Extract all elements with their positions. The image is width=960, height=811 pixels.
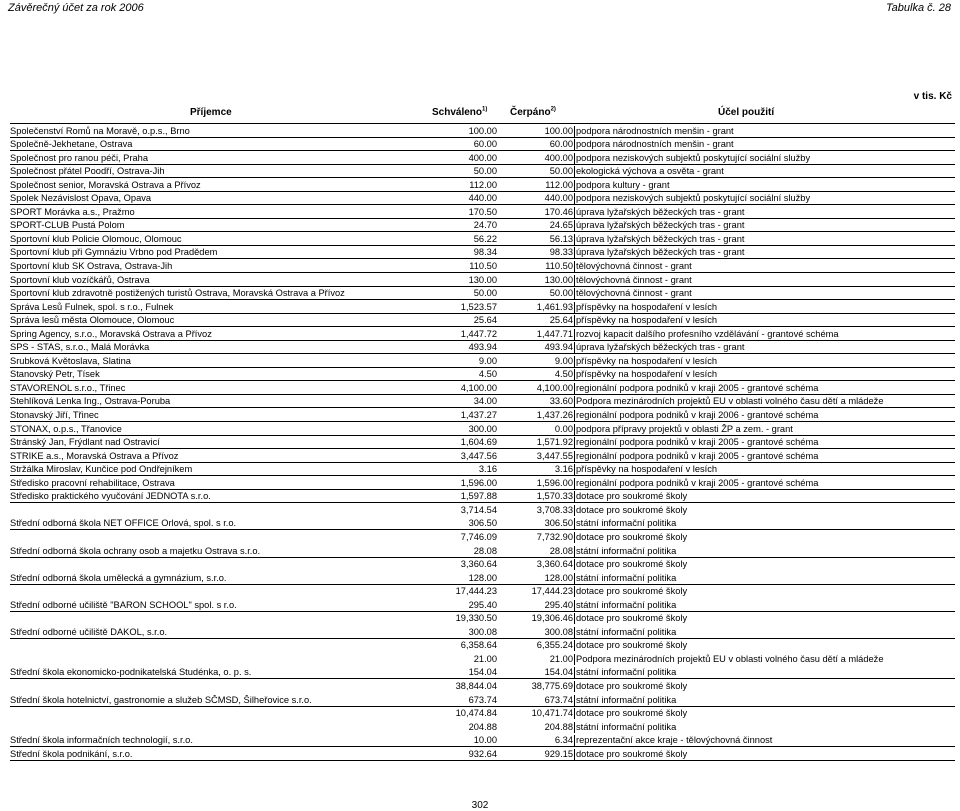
page-number: 302 [471,800,489,811]
approved-amount-cell: 493.94 [468,342,497,353]
table-subrow [10,585,955,599]
purpose-cell: podpora národnostních menšin - grant [574,126,956,137]
approved-amount-cell: 19,330.50 [455,613,497,624]
table-row [10,436,955,450]
drawn-amount-cell: 1,437.26 [536,410,573,421]
purpose-cell: příspěvky na hospodaření v lesích [574,356,956,367]
drawn-amount-cell: 929.15 [544,748,573,759]
purpose-cell: státní informační politika [574,518,956,529]
column-header-row [10,104,955,123]
purpose-cell: úprava lyžařských běžeckých tras - grant [574,234,956,245]
purpose-cell: úprava lyžařských běžeckých tras - grant [574,220,956,231]
purpose-cell: státní informační politika [574,722,956,733]
purpose-cell: státní informační politika [574,573,956,584]
recipient-cell [10,681,440,692]
drawn-amount-cell: 493.94 [544,342,573,353]
purpose-cell: regionální podpora podniků v kraji 2005 - grantové schéma [574,383,956,394]
column-header-cerpano: Čerpáno$^{2)}$ [510,106,556,118]
recipient-cell: Společně-Jekhetane, Ostrava [10,139,133,150]
recipient-cell: Sportovní klub SK Ostrava, Ostrava-Jih [10,261,173,272]
purpose-cell: dotace pro soukromé školy [574,586,956,597]
purpose-cell: reprezentační akce kraje - tělovýchovná činnost [574,735,956,746]
table-row [10,178,955,192]
approved-amount-cell: 38,844.04 [455,680,497,691]
approved-amount-cell: 100.00 [468,125,497,136]
table-row [10,625,955,639]
drawn-amount-cell: 1,461.93 [536,301,573,312]
table-row [10,571,955,585]
table-row [10,747,955,761]
column-header-schvaleno: Schváleno$^{1)}$ [432,106,488,118]
purpose-cell: regionální podpora podniků v kraji 2006 - grantové schéma [574,410,956,421]
recipient-cell [10,708,440,719]
drawn-amount-cell: 1,447.71 [536,328,573,339]
recipient-cell: Správa lesů města Olomouce, Olomouc [10,315,175,326]
approved-amount-cell: 128.00 [468,572,497,583]
approved-amount-cell: 154.04 [468,667,497,678]
table-row [10,544,955,558]
recipient-cell: Spolek Nezávislost Opava, Opava [10,193,152,204]
footnote-2: 2) [550,106,556,113]
drawn-amount-cell: 24.65 [549,220,573,231]
approved-amount-cell: 10,474.84 [455,708,497,719]
drawn-amount-cell: 130.00 [544,274,573,285]
purpose-cell: dotace pro soukromé školy [574,613,956,624]
purpose-cell: státní informační politika [574,627,956,638]
approved-amount-cell: 295.40 [468,599,497,610]
approved-amount-cell: 3.16 [478,464,497,475]
purpose-cell: tělovýchovná činnost - grant [574,288,956,299]
purpose-cell: podpora přípravy projektů v oblasti ŽP a zem. - grant [574,424,956,435]
drawn-amount-cell: 33.60 [549,396,573,407]
table-subrow [10,639,955,653]
table-row [10,368,955,382]
purpose-cell: Podpora mezinárodních projektů EU v oblasti volného času dětí a mládeže [574,396,956,407]
recipient-cell: Sportovní klub Policie Olomouc, Olomouc [10,233,182,244]
recipient-cell: Středisko pracovní rehabilitace, Ostrava [10,477,175,488]
drawn-amount-cell: 21.00 [549,653,573,664]
table-subrow [10,530,955,544]
drawn-amount-cell: 100.00 [544,125,573,136]
drawn-amount-cell: 28.08 [549,545,573,556]
purpose-cell: Podpora mezinárodních projektů EU v oblasti volného času dětí a mládeže [574,654,956,665]
table-row [10,693,955,707]
approved-amount-cell: 400.00 [468,152,497,163]
purpose-cell: regionální podpora podniků v kraji 2005 - grantové schéma [574,451,956,462]
recipient-cell: Sportovní klub při Gymnáziu Vrbno pod Pradědem [10,247,218,258]
recipient-cell: Stržálka Miroslav, Kunčice pod Ondřejníkem [10,464,193,475]
approved-amount-cell: 1,597.88 [460,491,497,502]
recipient-cell: Střední škola informačních technologií, s.r.o. [10,735,193,746]
table-row [10,259,955,273]
purpose-cell: příspěvky na hospodaření v lesích [574,302,956,313]
document-header-right: Tabulka č. 28 [885,2,951,14]
table-row [10,408,955,422]
drawn-amount-cell: 3,447.55 [536,450,573,461]
recipient-cell: STRIKE a.s., Moravská Ostrava a Přívoz [10,450,179,461]
recipient-cell [10,586,440,597]
purpose-cell: podpora národnostních menšin - grant [574,139,956,150]
table-row [10,734,955,748]
drawn-amount-cell: 673.74 [544,694,573,705]
table-row [10,354,955,368]
table-row [10,151,955,165]
recipient-cell [10,613,440,624]
drawn-amount-cell: 4,100.00 [536,382,573,393]
purpose-cell: rozvoj kapacit dalšího profesního vzdělávání - grantové schéma [574,329,956,340]
recipient-cell: Stehlíková Lenka Ing., Ostrava-Poruba [10,396,171,407]
table-row [10,192,955,206]
drawn-amount-cell: 3.16 [554,464,573,475]
column-header-ucel: Účel použití [718,107,775,118]
recipient-cell [10,722,440,733]
approved-amount-cell: 300.08 [468,626,497,637]
recipient-cell: Střední odborná škola ochrany osob a majetku Ostrava s.r.o. [10,545,261,556]
drawn-amount-cell: 60.00 [549,139,573,150]
drawn-amount-cell: 19,306.46 [531,613,573,624]
recipient-cell: Správa Lesů Fulnek, spol. s r.o., Fulnek [10,301,174,312]
purpose-cell: ekologická výchova a osvěta - grant [574,166,956,177]
recipient-cell: SPORT-CLUB Pustá Polom [10,220,125,231]
drawn-amount-cell: 17,444.23 [531,586,573,597]
table-row [10,381,955,395]
table-row [10,246,955,260]
table-row [10,449,955,463]
recipient-cell [10,532,440,543]
approved-amount-cell: 28.08 [473,545,497,556]
purpose-cell: dotace pro soukromé školy [574,505,956,516]
drawn-amount-cell: 110.50 [545,261,573,272]
purpose-cell: úprava lyžařských běžeckých tras - grant [574,207,956,218]
table-row [10,666,955,680]
column-header-prijemce: Příjemce [190,107,232,118]
table-row [10,422,955,436]
purpose-cell: tělovýchovná činnost - grant [574,261,956,272]
recipient-cell [10,654,440,665]
table-row [10,341,955,355]
table-subrow [10,707,955,721]
recipient-cell: Střední škola hotelnictví, gastronomie a služeb SČMSD, Šilheřovice s.r.o. [10,694,312,705]
recipient-cell: SPORT Morávka a.s., Pražmo [10,206,135,217]
recipient-cell [10,640,440,651]
recipient-cell: Střední odborné učiliště DAKOL, s.r.o. [10,626,168,637]
approved-amount-cell: 1,437.27 [460,410,497,421]
units-label: v tis. Kč [913,91,952,102]
approved-amount-cell: 56.22 [473,233,497,244]
table-row [10,232,955,246]
purpose-cell: příspěvky na hospodaření v lesích [574,315,956,326]
approved-amount-cell: 1,604.69 [460,437,497,448]
approved-amount-cell: 1,596.00 [460,477,497,488]
recipient-cell: Střední škola podnikání, s.r.o. [10,748,133,759]
drawn-amount-cell: 1,570.33 [536,491,573,502]
approved-amount-cell: 306.50 [468,518,497,529]
table-subrow [10,503,955,517]
table-row [10,463,955,477]
approved-amount-cell: 7,746.09 [460,531,497,542]
recipient-cell: Spring Agency, s.r.o., Moravská Ostrava a Přívoz [10,328,212,339]
table-row [10,219,955,233]
table-row [10,300,955,314]
drawn-amount-cell: 7,732.90 [536,531,573,542]
approved-amount-cell: 130.00 [468,274,497,285]
approved-amount-cell: 6,358.64 [460,640,497,651]
data-table [10,123,955,761]
table-subrow [10,558,955,572]
purpose-cell: státní informační politika [574,695,956,706]
approved-amount-cell: 3,447.56 [460,450,497,461]
recipient-cell: Společnost přátel Poodří, Ostrava-Jih [10,166,165,177]
table-row [10,273,955,287]
drawn-amount-cell: 3,708.33 [536,504,573,515]
recipient-cell: Společenství Romů na Moravě, o.p.s., Brno [10,125,190,136]
purpose-cell: regionální podpora podniků v kraji 2005 - grantové schéma [574,478,956,489]
drawn-amount-cell: 3,360.64 [536,559,573,570]
recipient-cell: Společnost senior, Moravská Ostrava a Přívoz [10,179,201,190]
approved-amount-cell: 50.00 [473,166,497,177]
approved-amount-cell: 25.64 [473,315,497,326]
approved-amount-cell: 170.50 [468,206,497,217]
recipient-cell: Stránský Jan, Frýdlant nad Ostravicí [10,437,160,448]
drawn-amount-cell: 400.00 [544,152,573,163]
purpose-cell: úprava lyžařských běžeckých tras - grant [574,342,956,353]
purpose-cell: dotace pro soukromé školy [574,749,956,760]
table-row [10,205,955,219]
purpose-cell: dotace pro soukromé školy [574,708,956,719]
purpose-cell: státní informační politika [574,546,956,557]
drawn-amount-cell: 56.13 [549,233,573,244]
table-row [10,165,955,179]
approved-amount-cell: 34.00 [473,396,497,407]
table-row [10,598,955,612]
recipient-cell [10,559,440,570]
recipient-cell: STONAX, o.p.s., Třanovice [10,423,122,434]
drawn-amount-cell: 9.00 [554,355,573,366]
drawn-amount-cell: 50.00 [549,166,573,177]
recipient-cell: Sportovní klub zdravotně postižených turistů Ostrava, Moravská Ostrava a Přívoz [10,288,345,299]
approved-amount-cell: 112.00 [469,179,497,190]
approved-amount-cell: 4,100.00 [460,382,497,393]
footnote-1: 1) [482,106,488,113]
drawn-amount-cell: 98.33 [549,247,573,258]
drawn-amount-cell: 306.50 [544,518,573,529]
purpose-cell: dotace pro soukromé školy [574,640,956,651]
purpose-cell: podpora kultury - grant [574,180,956,191]
table-row [10,517,955,531]
recipient-cell: Srubková Květoslava, Slatina [10,355,131,366]
drawn-amount-cell: 25.64 [549,315,573,326]
approved-amount-cell: 3,714.54 [460,504,497,515]
approved-amount-cell: 3,360.64 [460,559,497,570]
drawn-amount-cell: 6,355.24 [536,640,573,651]
table-row [10,395,955,409]
recipient-cell: Středisko praktického vyučování JEDNOTA s.r.o. [10,491,211,502]
table-row [10,138,955,152]
recipient-cell: STAVORENOL s.r.o., Třinec [10,382,126,393]
drawn-amount-cell: 50.00 [549,288,573,299]
document-header-left: Závěrečný účet za rok 2006 [8,2,144,14]
drawn-amount-cell: 38,775.69 [531,680,573,691]
drawn-amount-cell: 10,471.74 [531,708,573,719]
drawn-amount-cell: 154.04 [544,667,573,678]
recipient-cell: Stonavský Jiří, Třinec [10,410,99,421]
approved-amount-cell: 4.50 [478,369,497,380]
purpose-cell: úprava lyžařských běžeckých tras - grant [574,247,956,258]
drawn-amount-cell: 440.00 [544,193,573,204]
drawn-amount-cell: 1,571.92 [536,437,573,448]
purpose-cell: příspěvky na hospodaření v lesích [574,464,956,475]
approved-amount-cell: 10.00 [473,735,497,746]
approved-amount-cell: 17,444.23 [455,586,497,597]
approved-amount-cell: 204.88 [468,721,497,732]
drawn-amount-cell: 0.00 [554,423,573,434]
recipient-cell: Střední škola ekonomicko-podnikatelská Studénka, o. p. s. [10,667,252,678]
recipient-cell: Střední odborná škola umělecká a gymnázium, s.r.o. [10,572,227,583]
recipient-cell: Střední odborné učiliště "BARON SCHOOL" spol. s r.o. [10,599,237,610]
table-subrow [10,652,955,666]
approved-amount-cell: 60.00 [473,139,497,150]
approved-amount-cell: 300.00 [468,423,497,434]
recipient-cell [10,505,440,516]
purpose-cell: dotace pro soukromé školy [574,491,956,502]
approved-amount-cell: 932.64 [468,748,497,759]
purpose-cell: dotace pro soukromé školy [574,559,956,570]
approved-amount-cell: 21.00 [473,653,497,664]
purpose-cell: regionální podpora podniků v kraji 2005 - grantové schéma [574,437,956,448]
purpose-cell: příspěvky na hospodaření v lesích [574,369,956,380]
approved-amount-cell: 24.70 [473,220,497,231]
purpose-cell: dotace pro soukromé školy [574,681,956,692]
purpose-cell: tělovýchovná činnost - grant [574,275,956,286]
drawn-amount-cell: 204.88 [544,721,573,732]
drawn-amount-cell: 300.08 [544,626,573,637]
table-subrow [10,612,955,626]
drawn-amount-cell: 295.40 [544,599,573,610]
purpose-cell: dotace pro soukromé školy [574,532,956,543]
approved-amount-cell: 1,523.57 [460,301,497,312]
recipient-cell: Střední odborná škola NET OFFICE Orlová, spol. s r.o. [10,518,237,529]
drawn-amount-cell: 112.00 [545,179,573,190]
approved-amount-cell: 1,447.72 [460,328,497,339]
approved-amount-cell: 673.74 [468,694,497,705]
recipient-cell: Sportovní klub vozíčkářů, Ostrava [10,274,150,285]
purpose-cell: podpora neziskových subjektů poskytující sociální služby [574,153,956,164]
table-subrow [10,720,955,734]
drawn-amount-cell: 1,596.00 [536,477,573,488]
table-row [10,314,955,328]
recipient-cell: Společnost pro ranou péči, Praha [10,152,148,163]
drawn-amount-cell: 128.00 [544,572,573,583]
approved-amount-cell: 9.00 [478,355,497,366]
drawn-amount-cell: 6.34 [554,735,573,746]
recipient-cell: SPS - STAS, s.r.o., Malá Morávka [10,342,150,353]
approved-amount-cell: 98.34 [473,247,497,258]
purpose-cell: státní informační politika [574,600,956,611]
approved-amount-cell: 440.00 [468,193,497,204]
table-row [10,287,955,301]
drawn-amount-cell: 170.46 [544,206,573,217]
table-subrow [10,679,955,693]
table-row [10,327,955,341]
table-row [10,124,955,138]
drawn-amount-cell: 4.50 [554,369,573,380]
recipient-cell: Stanovský Petr, Tísek [10,369,100,380]
approved-amount-cell: 110.50 [469,261,497,272]
purpose-cell: podpora neziskových subjektů poskytující sociální služby [574,193,956,204]
approved-amount-cell: 50.00 [473,288,497,299]
table-row [10,476,955,490]
table-row [10,490,955,504]
purpose-cell: státní informační politika [574,667,956,678]
